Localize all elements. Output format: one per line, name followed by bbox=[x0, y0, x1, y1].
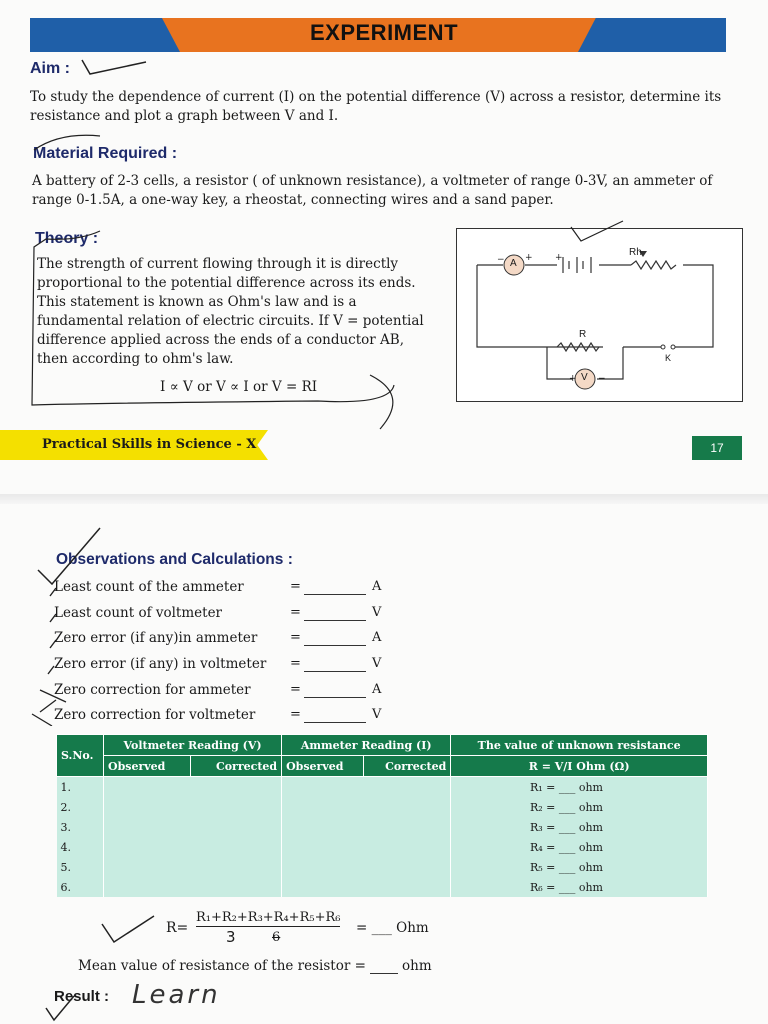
col-amm-observed: Observed bbox=[282, 756, 364, 777]
material-heading: Material Required : bbox=[33, 145, 178, 162]
ammeter-cell[interactable] bbox=[282, 837, 451, 857]
obs-blank-field[interactable] bbox=[304, 708, 366, 723]
formula-result: = ___ Ohm bbox=[356, 920, 429, 936]
row-sno: 6. bbox=[57, 877, 104, 897]
obs-unit: A bbox=[372, 630, 382, 645]
ohm-law-formula: I ∝ V or V ∝ I or V = RI bbox=[160, 379, 318, 395]
col-resistance-line1: The value of unknown resistance bbox=[477, 738, 681, 752]
obs-equals: = bbox=[290, 579, 301, 594]
mean-value-unit: ohm bbox=[402, 958, 432, 974]
resistance-cell: R₂ = ___ ohm bbox=[451, 797, 708, 817]
obs-unit: A bbox=[372, 579, 382, 594]
row-sno: 4. bbox=[57, 837, 104, 857]
col-amm-corrected: Corrected bbox=[364, 756, 451, 777]
handwritten-result: Learn bbox=[132, 980, 221, 1010]
page-title: EXPERIMENT bbox=[309, 20, 459, 45]
row-sno: 3. bbox=[57, 817, 104, 837]
voltmeter-cell[interactable] bbox=[104, 837, 282, 857]
table-row bbox=[57, 817, 708, 837]
col-volt-corrected: Corrected bbox=[190, 756, 282, 777]
observations-heading: Observations and Calculations : bbox=[56, 551, 293, 568]
ammeter-cell[interactable] bbox=[282, 817, 451, 837]
ammeter-cell[interactable] bbox=[282, 777, 451, 798]
col-resistance bbox=[451, 735, 708, 756]
theory-line: then according to ohm's law. bbox=[37, 351, 234, 367]
resistor-label: R bbox=[579, 329, 587, 340]
rheostat-label: Rh bbox=[629, 247, 642, 258]
observation-table bbox=[56, 734, 708, 897]
table-header-row bbox=[57, 735, 708, 756]
obs-label: Zero error (if any)in ammeter bbox=[54, 630, 258, 646]
key-terminal bbox=[671, 345, 675, 349]
obs-label: Least count of the ammeter bbox=[54, 579, 244, 595]
obs-label: Zero error (if any) in voltmeter bbox=[54, 656, 267, 672]
voltmeter-plus: + bbox=[569, 374, 577, 384]
handwritten-denominator: 3 bbox=[226, 928, 236, 946]
row-sno: 2. bbox=[57, 797, 104, 817]
r-prefix: R= bbox=[166, 920, 189, 936]
key-label: K bbox=[665, 353, 672, 363]
obs-equals: = bbox=[290, 630, 301, 645]
material-text: A battery of 2-3 cells, a resistor ( of unknown resistance), a voltmeter of range 0-3V, an ammeter of range 0-1.5A, a one-way key, a rheostat, connecting wires and a sand paper. bbox=[32, 173, 713, 208]
col-ammeter: Ammeter Reading (I) bbox=[282, 735, 451, 756]
circuit-diagram bbox=[456, 228, 743, 402]
ammeter-label: A bbox=[510, 258, 517, 269]
table-row bbox=[57, 777, 708, 798]
page-number: 17 bbox=[692, 436, 742, 460]
page-divider bbox=[0, 494, 768, 504]
col-sno: S.No. bbox=[57, 735, 104, 777]
col-resistance-formula: R = V/I Ohm (Ω) bbox=[451, 756, 708, 777]
ammeter-plus: + bbox=[525, 253, 533, 263]
obs-equals: = bbox=[290, 682, 301, 697]
battery-plus: + bbox=[555, 253, 563, 263]
voltmeter-cell[interactable] bbox=[104, 857, 282, 877]
handwritten-tick bbox=[567, 219, 627, 249]
mean-value-label: Mean value of resistance of the resistor = bbox=[78, 958, 366, 974]
theory-line: This statement is known as Ohm's law and is a bbox=[37, 294, 357, 310]
book-title: Practical Skills in Science - X bbox=[42, 437, 257, 452]
mean-value-blank[interactable] bbox=[370, 959, 398, 974]
obs-label: Least count of voltmeter bbox=[54, 605, 223, 621]
obs-unit: V bbox=[372, 656, 382, 671]
obs-blank-field[interactable] bbox=[304, 631, 366, 646]
resistance-cell: R₃ = ___ ohm bbox=[451, 817, 708, 837]
table-subheader-row bbox=[57, 756, 708, 777]
formula-denominator: 6 bbox=[272, 930, 281, 945]
obs-unit: A bbox=[372, 682, 382, 697]
theory-line: proportional to the potential difference across its ends. bbox=[37, 275, 416, 291]
voltmeter-minus: − bbox=[598, 374, 606, 384]
obs-label: Zero correction for ammeter bbox=[54, 682, 251, 698]
row-sno: 5. bbox=[57, 857, 104, 877]
voltmeter-label: V bbox=[581, 372, 588, 383]
obs-blank-field[interactable] bbox=[304, 580, 366, 595]
obs-equals: = bbox=[290, 707, 301, 722]
voltmeter-cell[interactable] bbox=[104, 777, 282, 798]
handwritten-tick bbox=[98, 912, 158, 946]
table-row bbox=[57, 857, 708, 877]
result-heading: Result : bbox=[54, 988, 110, 1005]
aim-heading: Aim : bbox=[30, 60, 70, 77]
obs-unit: V bbox=[372, 707, 382, 722]
obs-equals: = bbox=[290, 656, 301, 671]
theory-line: fundamental relation of electric circuits. If V = potential bbox=[37, 313, 424, 329]
handwritten-tick bbox=[30, 130, 110, 160]
ammeter-cell[interactable] bbox=[282, 877, 451, 897]
obs-blank-field[interactable] bbox=[304, 683, 366, 698]
obs-equals: = bbox=[290, 605, 301, 620]
obs-unit: V bbox=[372, 605, 382, 620]
obs-blank-field[interactable] bbox=[304, 606, 366, 621]
voltmeter-cell[interactable] bbox=[104, 817, 282, 837]
table-row bbox=[57, 877, 708, 897]
obs-label: Zero correction for voltmeter bbox=[54, 707, 256, 723]
col-volt-observed: Observed bbox=[104, 756, 191, 777]
formula-numerator: R₁+R₂+R₃+R₄+R₅+R₆ bbox=[196, 910, 341, 925]
ammeter-minus: − bbox=[497, 255, 505, 265]
ammeter-cell[interactable] bbox=[282, 857, 451, 877]
handwritten-tick bbox=[40, 994, 80, 1024]
theory-line: The strength of current flowing through it is directly bbox=[37, 256, 399, 272]
obs-blank-field[interactable] bbox=[304, 657, 366, 672]
col-voltmeter: Voltmeter Reading (V) bbox=[104, 735, 282, 756]
table-row bbox=[57, 797, 708, 817]
theory-heading: Theory : bbox=[35, 230, 99, 247]
theory-line: difference applied across the ends of a conductor AB, bbox=[37, 332, 404, 348]
aim-text: To study the dependence of current (I) on the potential difference (V) across a resistor, determine its resistance and plot a graph between V and I. bbox=[30, 89, 722, 124]
resistance-cell: R₆ = ___ ohm bbox=[451, 877, 708, 897]
key-terminal bbox=[661, 345, 665, 349]
table-row bbox=[57, 837, 708, 857]
ammeter-cell[interactable] bbox=[282, 797, 451, 817]
resistance-cell: R₅ = ___ ohm bbox=[451, 857, 708, 877]
voltmeter-cell[interactable] bbox=[104, 797, 282, 817]
resistance-cell: R₁ = ___ ohm bbox=[451, 777, 708, 798]
voltmeter-cell[interactable] bbox=[104, 877, 282, 897]
row-sno: 1. bbox=[57, 777, 104, 798]
resistance-cell: R₄ = ___ ohm bbox=[451, 837, 708, 857]
theory-text bbox=[37, 255, 442, 369]
handwritten-scribble bbox=[80, 56, 150, 80]
